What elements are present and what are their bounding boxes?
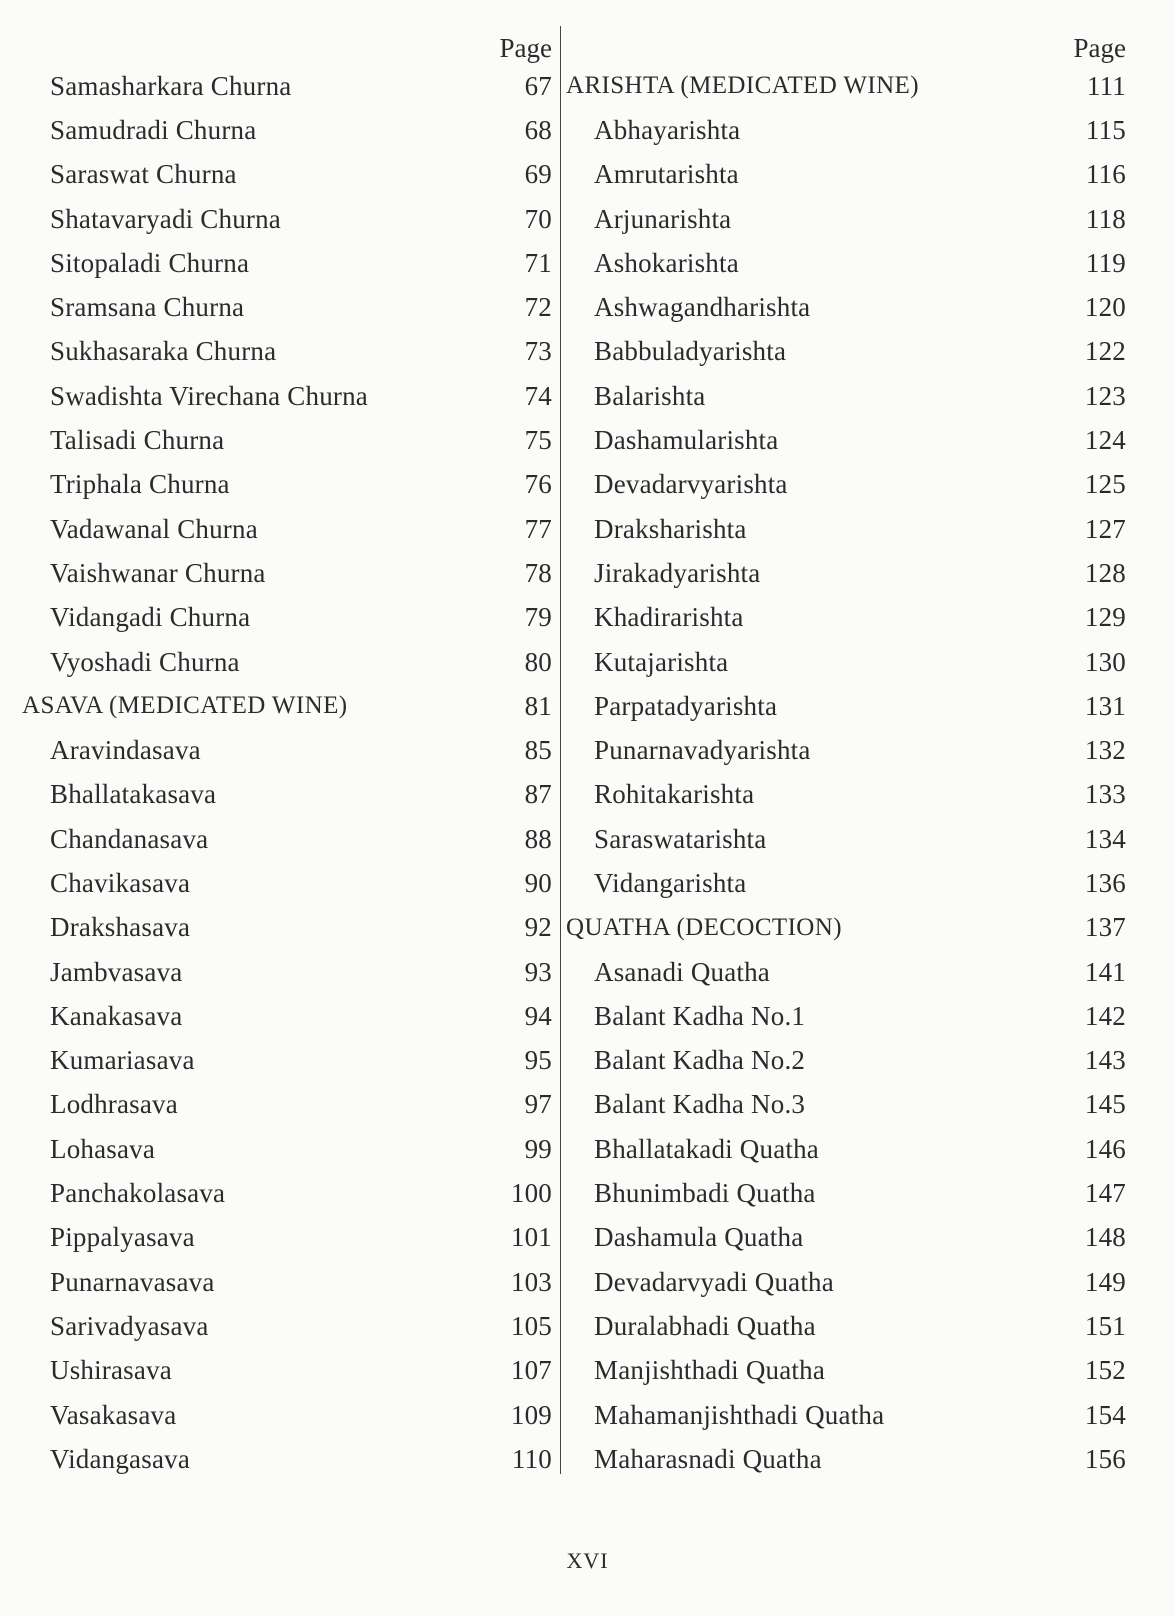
toc-entry (22, 418, 552, 462)
toc-entry (22, 1216, 552, 1260)
toc-entry (22, 1039, 552, 1083)
toc-entry (566, 994, 1126, 1038)
toc-entry (22, 1349, 552, 1393)
toc-entry (566, 108, 1126, 152)
toc-entry (566, 153, 1126, 197)
toc-entry-page-number: 109 (510, 1399, 552, 1430)
page-column-header (22, 22, 552, 64)
toc-entry-title: Panchakolasava (50, 1178, 226, 1209)
toc-entry (566, 1260, 1126, 1304)
toc-entry-title: Shatavaryadi Churna (50, 203, 281, 234)
toc-entry-page-number: 122 (1084, 336, 1126, 367)
toc-entry-title: Ushirasava (50, 1355, 172, 1386)
toc-entry-title: Maharasnadi Quatha (594, 1443, 822, 1474)
toc-entry-title: Manjishthadi Quatha (594, 1355, 826, 1386)
toc-entry-title: Amrutarishta (594, 159, 739, 190)
toc-entry-title: Drakshasava (50, 912, 191, 943)
toc-entry (22, 817, 552, 861)
toc-entry-page-number: 119 (1085, 247, 1126, 278)
toc-entry-page-number: 129 (1084, 602, 1126, 633)
toc-section-heading (566, 906, 1126, 950)
toc-entry-title: Lodhrasava (50, 1089, 178, 1120)
toc-entry-page-number: 107 (510, 1355, 552, 1386)
toc-entry-page-number: 128 (1084, 557, 1126, 588)
toc-entry (566, 463, 1126, 507)
toc-entry-page-number: 124 (1084, 425, 1126, 456)
toc-entry-title: Pippalyasava (50, 1222, 195, 1253)
toc-entry (22, 507, 552, 551)
toc-entry-page-number: 147 (1084, 1178, 1126, 1209)
toc-entry-title: Devadarvyarishta (594, 469, 788, 500)
toc-entry-title: Devadarvyadi Quatha (594, 1266, 834, 1297)
toc-entry-title: Sarivadyasava (50, 1310, 209, 1341)
toc-entry-page-number: 145 (1084, 1089, 1126, 1120)
toc-entry-title: Dashamularishta (594, 425, 779, 456)
toc-entry-title: Dashamula Quatha (594, 1222, 804, 1253)
toc-entry (566, 596, 1126, 640)
toc-entry (566, 197, 1126, 241)
toc-entry-title: Mahamanjishthadi Quatha (594, 1399, 885, 1430)
toc-entry-page-number: 151 (1084, 1310, 1126, 1341)
toc-entry-page-number: 103 (510, 1266, 552, 1297)
toc-entry (566, 1039, 1126, 1083)
toc-entry-title: ARISHTA (MEDICATED WINE) (566, 72, 919, 100)
toc-entry-title: Arjunarishta (594, 203, 732, 234)
toc-entry (566, 418, 1126, 462)
toc-entry-page-number: 67 (524, 70, 552, 101)
toc-entry-page-number: 136 (1084, 867, 1126, 898)
toc-entry-title: Kutajarishta (594, 646, 729, 677)
toc-entry-title: Chavikasava (50, 867, 191, 898)
toc-entry-page-number: 154 (1084, 1399, 1126, 1430)
toc-entry (22, 861, 552, 905)
toc-entry-title: Saraswat Churna (50, 159, 237, 190)
toc-entry (22, 463, 552, 507)
toc-entry (566, 374, 1126, 418)
toc-entry-page-number: 110 (511, 1443, 552, 1474)
toc-entry-page-number: 134 (1084, 823, 1126, 854)
toc-entry (566, 1349, 1126, 1393)
toc-entry-page-number: 100 (510, 1178, 552, 1209)
toc-entry (566, 1393, 1126, 1437)
toc-entry (566, 1127, 1126, 1171)
toc-entry (22, 64, 552, 108)
toc-entry-page-number: 73 (524, 336, 552, 367)
toc-entry-title: Saraswatarishta (594, 823, 767, 854)
toc-entry (566, 551, 1126, 595)
toc-entry-title: Punarnavasava (50, 1266, 215, 1297)
toc-entry-page-number: 137 (1084, 912, 1126, 943)
toc-entry-title: Draksharishta (594, 513, 747, 544)
toc-entry-page-number: 85 (524, 735, 552, 766)
toc-entry-page-number: 99 (524, 1133, 552, 1164)
toc-entry-page-number: 72 (524, 292, 552, 323)
toc-entry (22, 374, 552, 418)
toc-left-column (22, 22, 552, 1482)
page-number-footer: XVI (566, 1548, 609, 1573)
toc-entry-page-number: 111 (1086, 70, 1126, 101)
toc-entry-page-number: 115 (1085, 114, 1126, 145)
page-column-header-label: Page (1073, 33, 1126, 63)
toc-entry-title: Jirakadyarishta (594, 557, 761, 588)
toc-entry-page-number: 127 (1084, 513, 1126, 544)
toc-entry-page-number: 156 (1084, 1443, 1126, 1474)
toc-entry (566, 285, 1126, 329)
toc-entry-page-number: 87 (524, 779, 552, 810)
toc-entry (22, 906, 552, 950)
toc-entry-title: Swadishta Virechana Churna (50, 380, 368, 411)
toc-entry (22, 1304, 552, 1348)
toc-entry-title: Kanakasava (50, 1000, 183, 1031)
toc-entry-page-number: 149 (1084, 1266, 1126, 1297)
toc-entry-title: Aravindasava (50, 735, 201, 766)
toc-entry (22, 153, 552, 197)
toc-entry-page-number: 132 (1084, 735, 1126, 766)
toc-entry (566, 241, 1126, 285)
toc-entry-title: Rohitakarishta (594, 779, 755, 810)
toc-entry-title: ASAVA (MEDICATED WINE) (22, 692, 348, 720)
toc-entry-title: Ashwagandharishta (594, 292, 811, 323)
toc-entry (22, 1437, 552, 1481)
toc-entry-title: Balant Kadha No.3 (594, 1089, 806, 1120)
toc-entry-page-number: 123 (1084, 380, 1126, 411)
toc-entry-page-number: 133 (1084, 779, 1126, 810)
toc-entry-page-number: 76 (524, 469, 552, 500)
toc-entry (22, 108, 552, 152)
toc-section-heading (22, 684, 552, 728)
toc-entry-page-number: 81 (524, 690, 552, 721)
toc-entry (22, 773, 552, 817)
toc-entry-page-number: 90 (524, 867, 552, 898)
toc-entry-title: Vidangadi Churna (50, 602, 251, 633)
toc-entry-title: QUATHA (DECOCTION) (566, 913, 842, 941)
toc-entry-page-number: 120 (1084, 292, 1126, 323)
toc-entry-title: Lohasava (50, 1133, 156, 1164)
toc-entry-title: Balarishta (594, 380, 706, 411)
toc-entry (22, 950, 552, 994)
toc-entry (566, 773, 1126, 817)
toc-entry-title: Bhallatakasava (50, 779, 217, 810)
toc-entry (22, 551, 552, 595)
toc-section-heading (566, 64, 1126, 108)
toc-entry-page-number: 80 (524, 646, 552, 677)
toc-entry-page-number: 75 (524, 425, 552, 456)
toc-entry (22, 1127, 552, 1171)
toc-entry-title: Jambvasava (50, 956, 183, 987)
toc-list-left (22, 64, 552, 1482)
toc-entry (22, 728, 552, 772)
toc-entry-page-number: 74 (524, 380, 552, 411)
toc-entry-page-number: 93 (524, 956, 552, 987)
toc-entry-title: Asanadi Quatha (594, 956, 770, 987)
toc-list-right (566, 64, 1126, 1482)
toc-entry (22, 1171, 552, 1215)
toc-entry-page-number: 77 (524, 513, 552, 544)
toc-entry (22, 241, 552, 285)
toc-entry-title: Vadawanal Churna (50, 513, 258, 544)
toc-entry (566, 817, 1126, 861)
toc-entry-title: Duralabhadi Quatha (594, 1310, 816, 1341)
toc-entry-title: Balant Kadha No.2 (594, 1045, 806, 1076)
toc-entry-page-number: 71 (524, 247, 552, 278)
toc-entry-title: Vasakasava (50, 1399, 177, 1430)
toc-entry-page-number: 79 (524, 602, 552, 633)
toc-entry-title: Vyoshadi Churna (50, 646, 240, 677)
toc-entry-title: Bhallatakadi Quatha (594, 1133, 819, 1164)
toc-entry-page-number: 146 (1084, 1133, 1126, 1164)
toc-entry-page-number: 97 (524, 1089, 552, 1120)
toc-entry-title: Ashokarishta (594, 247, 739, 278)
page-column-header (566, 22, 1126, 64)
toc-entry-page-number: 101 (510, 1222, 552, 1253)
toc-entry-title: Sitopaladi Churna (50, 247, 250, 278)
toc-entry (566, 950, 1126, 994)
toc-entry (22, 1083, 552, 1127)
toc-entry-page-number: 143 (1084, 1045, 1126, 1076)
toc-entry-title: Vidangasava (50, 1443, 191, 1474)
toc-entry (22, 994, 552, 1038)
toc-entry-title: Babbuladyarishta (594, 336, 787, 367)
toc-entry-page-number: 130 (1084, 646, 1126, 677)
toc-entry-title: Samudradi Churna (50, 114, 257, 145)
toc-entry-page-number: 69 (524, 159, 552, 190)
column-divider (560, 26, 561, 1474)
toc-entry (22, 640, 552, 684)
toc-entry-page-number: 88 (524, 823, 552, 854)
toc-entry-page-number: 95 (524, 1045, 552, 1076)
toc-entry-page-number: 125 (1084, 469, 1126, 500)
toc-entry-title: Bhunimbadi Quatha (594, 1178, 816, 1209)
toc-entry (22, 1260, 552, 1304)
toc-entry-title: Sukhasaraka Churna (50, 336, 277, 367)
toc-entry-page-number: 131 (1084, 690, 1126, 721)
toc-entry-page-number: 141 (1084, 956, 1126, 987)
toc-entry (566, 507, 1126, 551)
toc-entry-title: Triphala Churna (50, 469, 230, 500)
toc-entry-page-number: 78 (524, 557, 552, 588)
toc-entry (566, 640, 1126, 684)
toc-entry-title: Talisadi Churna (50, 425, 225, 456)
toc-entry-page-number: 118 (1085, 203, 1126, 234)
toc-entry (566, 684, 1126, 728)
toc-entry-title: Kumariasava (50, 1045, 195, 1076)
toc-entry (566, 1083, 1126, 1127)
toc-entry-page-number: 142 (1084, 1000, 1126, 1031)
toc-entry-title: Samasharkara Churna (50, 70, 292, 101)
toc-entry (566, 1216, 1126, 1260)
toc-entry-title: Vidangarishta (594, 867, 747, 898)
toc-entry-title: Chandanasava (50, 823, 209, 854)
toc-entry-title: Khadirarishta (594, 602, 744, 633)
toc-entry-page-number: 70 (524, 203, 552, 234)
toc-entry-page-number: 94 (524, 1000, 552, 1031)
toc-entry-title: Balant Kadha No.1 (594, 1000, 806, 1031)
toc-entry-page-number: 148 (1084, 1222, 1126, 1253)
toc-entry-title: Sramsana Churna (50, 292, 245, 323)
toc-entry (22, 330, 552, 374)
toc-entry-page-number: 152 (1084, 1355, 1126, 1386)
toc-entry (22, 285, 552, 329)
toc-entry-title: Parpatadyarishta (594, 690, 778, 721)
toc-entry-page-number: 105 (510, 1310, 552, 1341)
toc-right-column (566, 22, 1126, 1482)
toc-entry-title: Abhayarishta (594, 114, 741, 145)
toc-entry (566, 330, 1126, 374)
toc-entry (566, 1437, 1126, 1481)
toc-entry-page-number: 92 (524, 912, 552, 943)
toc-entry (22, 1393, 552, 1437)
toc-entry (22, 197, 552, 241)
toc-entry (566, 1304, 1126, 1348)
toc-entry-page-number: 116 (1085, 159, 1126, 190)
toc-entry (566, 861, 1126, 905)
toc-entry (566, 1171, 1126, 1215)
toc-entry (22, 596, 552, 640)
toc-entry-title: Punarnavadyarishta (594, 735, 811, 766)
toc-entry-page-number: 68 (524, 114, 552, 145)
toc-entry-title: Vaishwanar Churna (50, 557, 266, 588)
toc-entry (566, 728, 1126, 772)
page-column-header-label: Page (499, 33, 552, 63)
